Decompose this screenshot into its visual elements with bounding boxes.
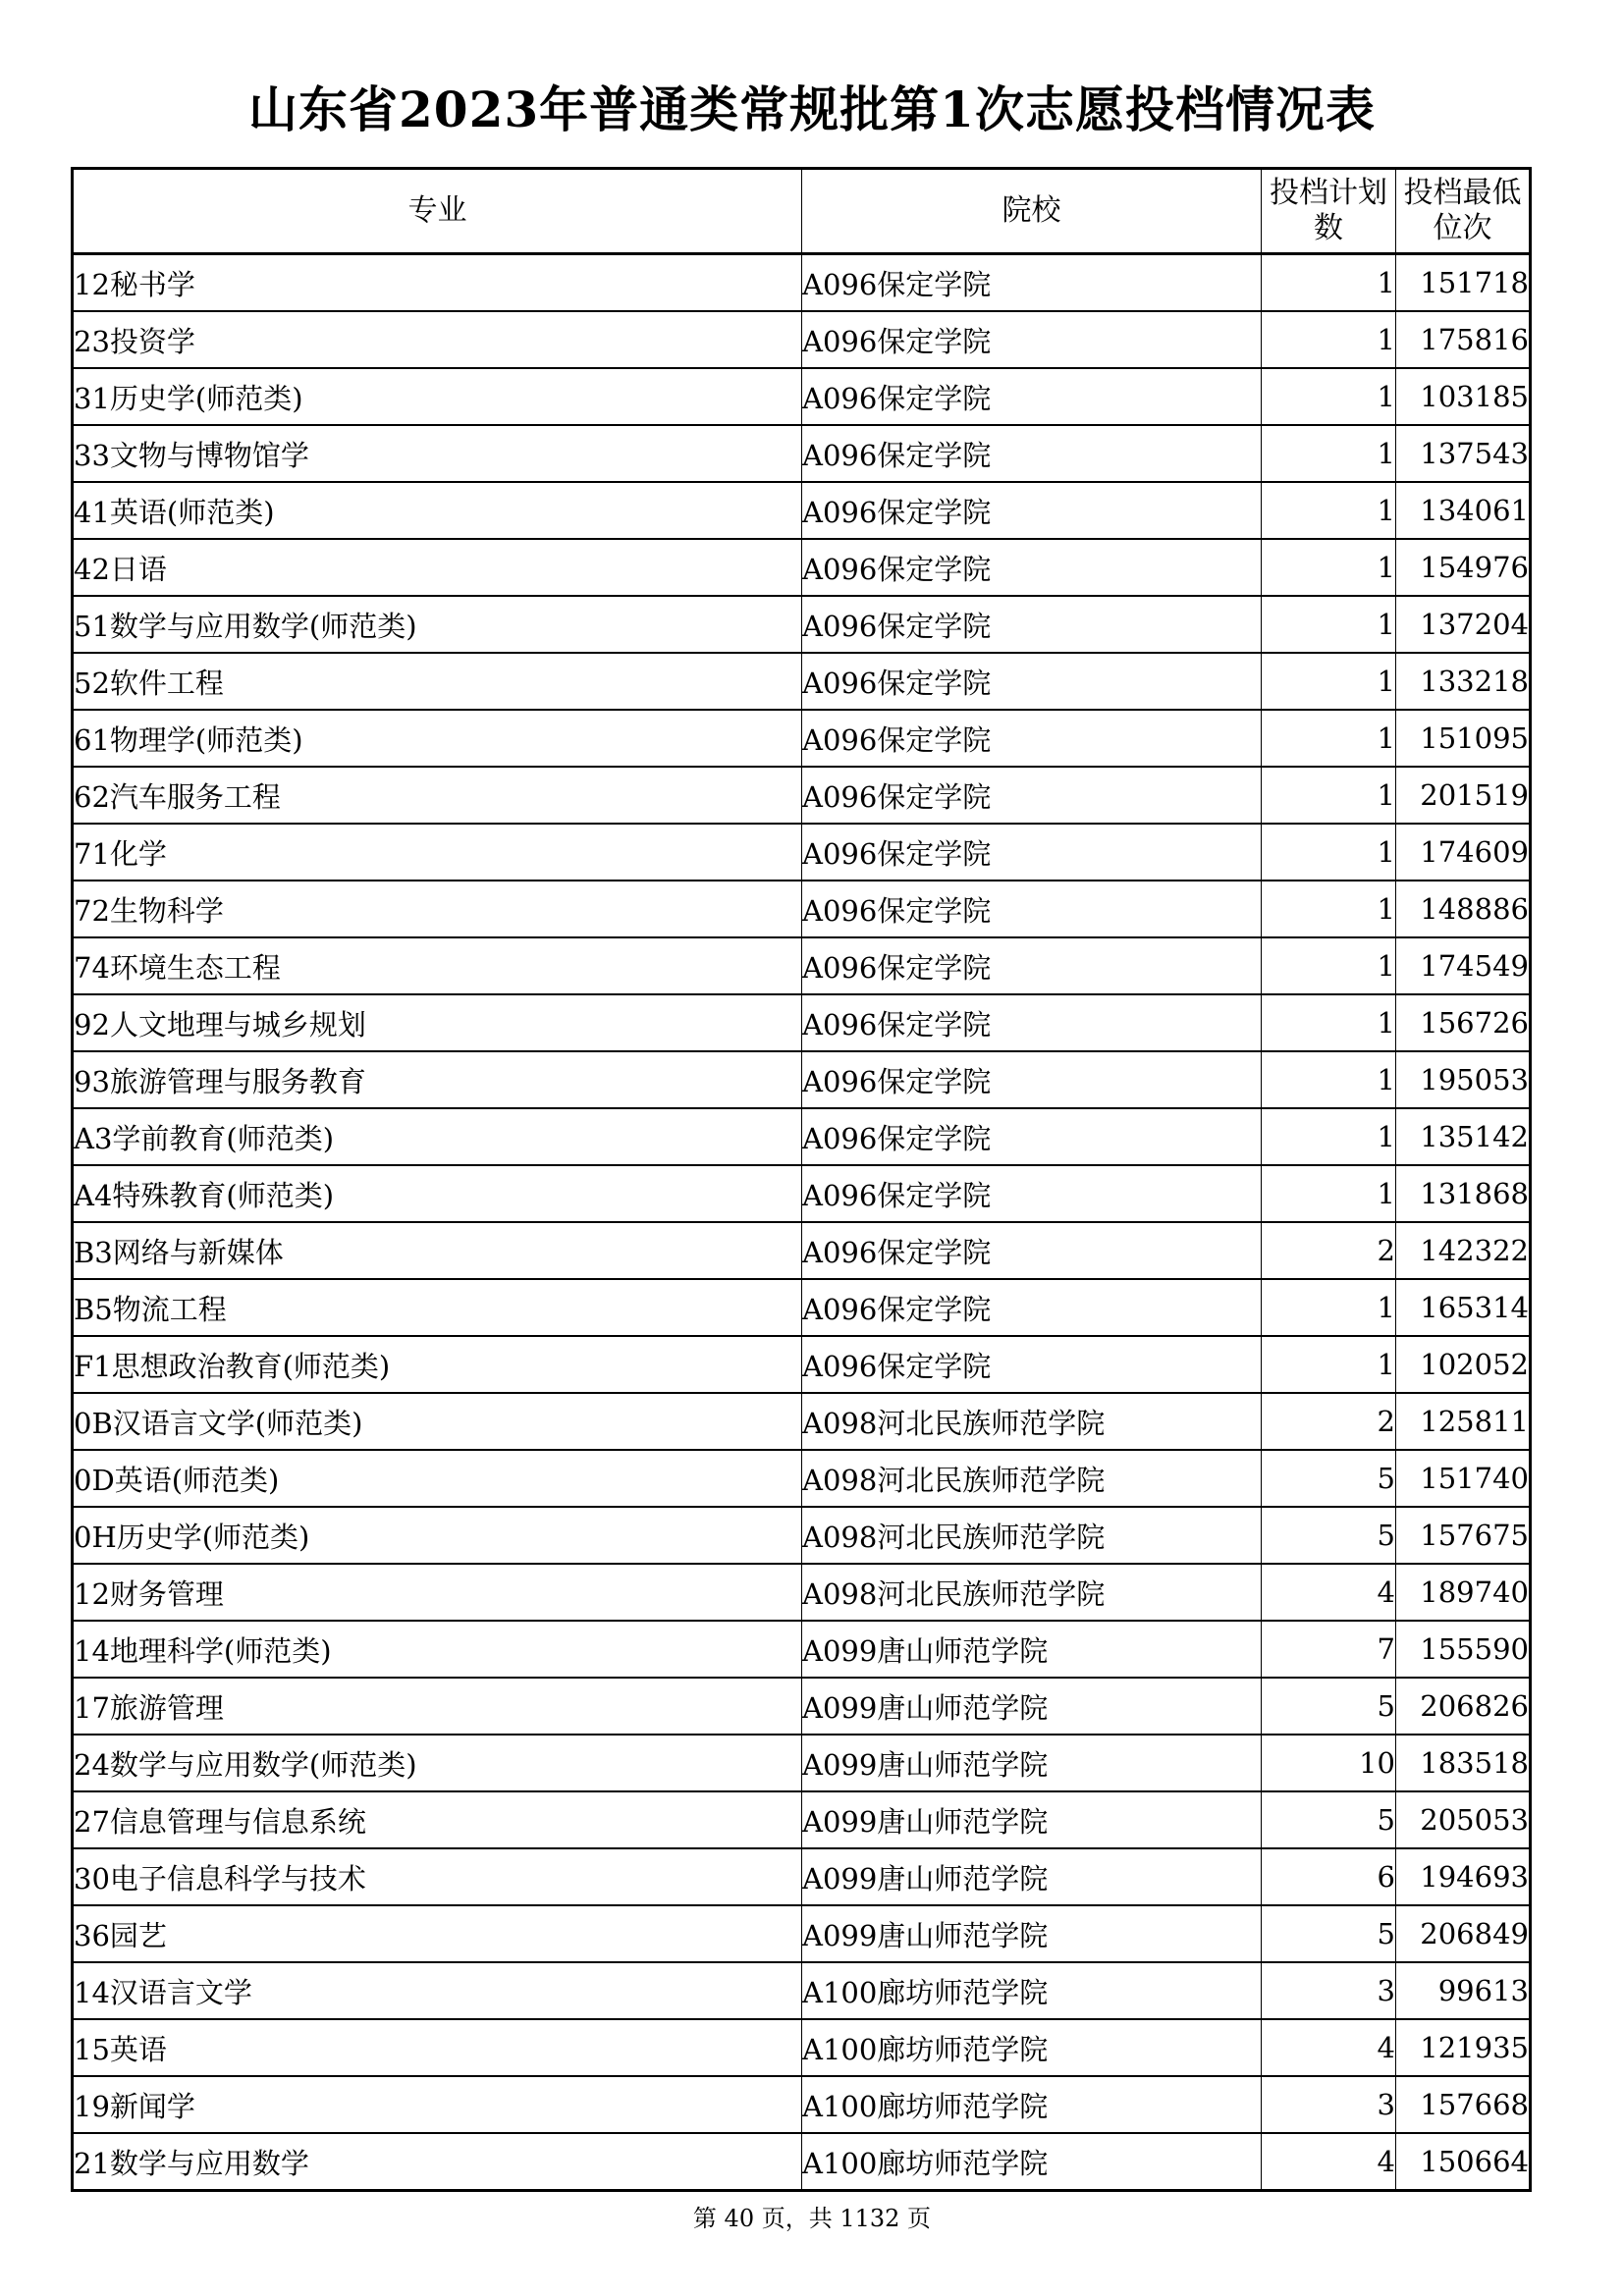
header-plan: 投档计划 数 xyxy=(1262,169,1396,254)
table-row xyxy=(73,1564,1531,1621)
table-row xyxy=(73,1678,1531,1735)
page-footer: 第 40 页，共 1132 页 xyxy=(692,2205,932,2232)
major-cell: F1思想政治教育(师范类) xyxy=(73,1336,802,1393)
table-row xyxy=(73,1165,1531,1222)
rank-cell: 103185 xyxy=(1396,368,1531,425)
major-cell: 0D英语(师范类) xyxy=(73,1450,802,1507)
major-cell: 92人文地理与城乡规划 xyxy=(73,994,802,1051)
rank-cell: 133218 xyxy=(1396,653,1531,710)
table-row xyxy=(73,596,1531,653)
plan-cell: 1 xyxy=(1262,1336,1396,1393)
rank-cell: 151718 xyxy=(1396,254,1531,312)
rank-cell: 137204 xyxy=(1396,596,1531,653)
table-row xyxy=(73,1962,1531,2019)
plan-cell: 2 xyxy=(1262,1222,1396,1279)
school-cell: A096保定学院 xyxy=(802,368,1262,425)
table-row xyxy=(73,994,1531,1051)
table-row xyxy=(73,2019,1531,2076)
school-cell: A099唐山师范学院 xyxy=(802,1791,1262,1848)
school-cell: A096保定学院 xyxy=(802,1108,1262,1165)
rank-cell: 137543 xyxy=(1396,425,1531,482)
major-cell: 52软件工程 xyxy=(73,653,802,710)
major-cell: 17旅游管理 xyxy=(73,1678,802,1735)
school-cell: A100廊坊师范学院 xyxy=(802,2019,1262,2076)
major-cell: 24数学与应用数学(师范类) xyxy=(73,1735,802,1791)
table-body xyxy=(73,254,1531,2191)
major-cell: 0H历史学(师范类) xyxy=(73,1507,802,1564)
school-cell: A099唐山师范学院 xyxy=(802,1735,1262,1791)
rank-cell: 194693 xyxy=(1396,1848,1531,1905)
major-cell: 93旅游管理与服务教育 xyxy=(73,1051,802,1108)
rank-cell: 189740 xyxy=(1396,1564,1531,1621)
major-cell: 74环境生态工程 xyxy=(73,937,802,994)
rank-cell: 99613 xyxy=(1396,1962,1531,2019)
plan-cell: 4 xyxy=(1262,2019,1396,2076)
rank-cell: 150664 xyxy=(1396,2133,1531,2191)
plan-cell: 5 xyxy=(1262,1678,1396,1735)
table-row xyxy=(73,482,1531,539)
school-cell: A096保定学院 xyxy=(802,881,1262,937)
school-cell: A096保定学院 xyxy=(802,1051,1262,1108)
school-cell: A096保定学院 xyxy=(802,596,1262,653)
school-cell: A096保定学院 xyxy=(802,254,1262,312)
major-cell: 14地理科学(师范类) xyxy=(73,1621,802,1678)
rank-cell: 206826 xyxy=(1396,1678,1531,1735)
rank-cell: 102052 xyxy=(1396,1336,1531,1393)
plan-cell: 1 xyxy=(1262,482,1396,539)
plan-cell: 5 xyxy=(1262,1791,1396,1848)
plan-cell: 1 xyxy=(1262,1165,1396,1222)
header-major: 专业 xyxy=(73,169,802,254)
plan-cell: 1 xyxy=(1262,767,1396,824)
school-cell: A096保定学院 xyxy=(802,1165,1262,1222)
header-rank: 投档最低 位次 xyxy=(1396,169,1531,254)
major-cell: 14汉语言文学 xyxy=(73,1962,802,2019)
school-cell: A096保定学院 xyxy=(802,824,1262,881)
table-row xyxy=(73,1905,1531,1962)
table-row xyxy=(73,1108,1531,1165)
school-cell: A096保定学院 xyxy=(802,710,1262,767)
table-row xyxy=(73,539,1531,596)
table-row xyxy=(73,368,1531,425)
rank-cell: 205053 xyxy=(1396,1791,1531,1848)
table-row xyxy=(73,881,1531,937)
major-cell: 71化学 xyxy=(73,824,802,881)
table-row xyxy=(73,2076,1531,2133)
school-cell: A099唐山师范学院 xyxy=(802,1678,1262,1735)
plan-cell: 1 xyxy=(1262,1108,1396,1165)
table-row xyxy=(73,1621,1531,1678)
table-row xyxy=(73,311,1531,368)
plan-cell: 4 xyxy=(1262,1564,1396,1621)
major-cell: 12财务管理 xyxy=(73,1564,802,1621)
plan-cell: 1 xyxy=(1262,1051,1396,1108)
table-row xyxy=(73,425,1531,482)
school-cell: A098河北民族师范学院 xyxy=(802,1507,1262,1564)
plan-cell: 10 xyxy=(1262,1735,1396,1791)
table-row xyxy=(73,1791,1531,1848)
plan-cell: 1 xyxy=(1262,994,1396,1051)
major-cell: 23投资学 xyxy=(73,311,802,368)
table-row xyxy=(73,824,1531,881)
rank-cell: 183518 xyxy=(1396,1735,1531,1791)
major-cell: 36园艺 xyxy=(73,1905,802,1962)
rank-cell: 156726 xyxy=(1396,994,1531,1051)
plan-cell: 1 xyxy=(1262,824,1396,881)
plan-cell: 5 xyxy=(1262,1450,1396,1507)
rank-cell: 175816 xyxy=(1396,311,1531,368)
table-row xyxy=(73,1507,1531,1564)
plan-cell: 6 xyxy=(1262,1848,1396,1905)
major-cell: 19新闻学 xyxy=(73,2076,802,2133)
rank-cell: 154976 xyxy=(1396,539,1531,596)
school-cell: A096保定学院 xyxy=(802,1336,1262,1393)
school-cell: A096保定学院 xyxy=(802,425,1262,482)
rank-cell: 131868 xyxy=(1396,1165,1531,1222)
major-cell: 12秘书学 xyxy=(73,254,802,312)
rank-cell: 201519 xyxy=(1396,767,1531,824)
table-row xyxy=(73,767,1531,824)
rank-cell: 195053 xyxy=(1396,1051,1531,1108)
major-cell: 21数学与应用数学 xyxy=(73,2133,802,2191)
plan-cell: 1 xyxy=(1262,539,1396,596)
school-cell: A098河北民族师范学院 xyxy=(802,1393,1262,1450)
major-cell: 62汽车服务工程 xyxy=(73,767,802,824)
table-row xyxy=(73,254,1531,312)
table-row xyxy=(73,1222,1531,1279)
plan-cell: 1 xyxy=(1262,311,1396,368)
major-cell: A4特殊教育(师范类) xyxy=(73,1165,802,1222)
admission-table xyxy=(71,167,1532,2192)
plan-cell: 5 xyxy=(1262,1905,1396,1962)
page-title: 山东省2023年普通类常规批第1次志愿投档情况表 xyxy=(248,80,1376,138)
major-cell: 41英语(师范类) xyxy=(73,482,802,539)
school-cell: A096保定学院 xyxy=(802,311,1262,368)
rank-cell: 206849 xyxy=(1396,1905,1531,1962)
plan-cell: 3 xyxy=(1262,1962,1396,2019)
header-school: 院校 xyxy=(802,169,1262,254)
school-cell: A096保定学院 xyxy=(802,767,1262,824)
table-row xyxy=(73,1336,1531,1393)
plan-cell: 7 xyxy=(1262,1621,1396,1678)
major-cell: A3学前教育(师范类) xyxy=(73,1108,802,1165)
plan-cell: 1 xyxy=(1262,368,1396,425)
plan-cell: 1 xyxy=(1262,937,1396,994)
rank-cell: 174549 xyxy=(1396,937,1531,994)
table-row xyxy=(73,1051,1531,1108)
rank-cell: 157675 xyxy=(1396,1507,1531,1564)
school-cell: A096保定学院 xyxy=(802,994,1262,1051)
rank-cell: 121935 xyxy=(1396,2019,1531,2076)
table-row xyxy=(73,1848,1531,1905)
rank-cell: 135142 xyxy=(1396,1108,1531,1165)
header-row xyxy=(73,169,1531,254)
school-cell: A098河北民族师范学院 xyxy=(802,1450,1262,1507)
table-row xyxy=(73,937,1531,994)
school-cell: A096保定学院 xyxy=(802,1222,1262,1279)
rank-cell: 134061 xyxy=(1396,482,1531,539)
school-cell: A096保定学院 xyxy=(802,539,1262,596)
plan-cell: 1 xyxy=(1262,710,1396,767)
school-cell: A099唐山师范学院 xyxy=(802,1905,1262,1962)
major-cell: 61物理学(师范类) xyxy=(73,710,802,767)
major-cell: 31历史学(师范类) xyxy=(73,368,802,425)
major-cell: B3网络与新媒体 xyxy=(73,1222,802,1279)
plan-cell: 1 xyxy=(1262,425,1396,482)
major-cell: 42日语 xyxy=(73,539,802,596)
major-cell: 15英语 xyxy=(73,2019,802,2076)
rank-cell: 148886 xyxy=(1396,881,1531,937)
plan-cell: 1 xyxy=(1262,881,1396,937)
school-cell: A100廊坊师范学院 xyxy=(802,2133,1262,2191)
rank-cell: 151095 xyxy=(1396,710,1531,767)
rank-cell: 155590 xyxy=(1396,1621,1531,1678)
school-cell: A096保定学院 xyxy=(802,482,1262,539)
plan-cell: 4 xyxy=(1262,2133,1396,2191)
school-cell: A096保定学院 xyxy=(802,1279,1262,1336)
major-cell: 0B汉语言文学(师范类) xyxy=(73,1393,802,1450)
rank-cell: 151740 xyxy=(1396,1450,1531,1507)
plan-cell: 1 xyxy=(1262,1279,1396,1336)
plan-cell: 5 xyxy=(1262,1507,1396,1564)
school-cell: A100廊坊师范学院 xyxy=(802,2076,1262,2133)
school-cell: A099唐山师范学院 xyxy=(802,1848,1262,1905)
school-cell: A098河北民族师范学院 xyxy=(802,1564,1262,1621)
plan-cell: 3 xyxy=(1262,2076,1396,2133)
plan-cell: 1 xyxy=(1262,254,1396,312)
plan-cell: 1 xyxy=(1262,596,1396,653)
table-row xyxy=(73,1279,1531,1336)
table-row xyxy=(73,1393,1531,1450)
major-cell: 72生物科学 xyxy=(73,881,802,937)
rank-cell: 174609 xyxy=(1396,824,1531,881)
major-cell: 51数学与应用数学(师范类) xyxy=(73,596,802,653)
school-cell: A096保定学院 xyxy=(802,937,1262,994)
rank-cell: 142322 xyxy=(1396,1222,1531,1279)
major-cell: 33文物与博物馆学 xyxy=(73,425,802,482)
table-row xyxy=(73,1450,1531,1507)
table-row xyxy=(73,710,1531,767)
plan-cell: 1 xyxy=(1262,653,1396,710)
school-cell: A099唐山师范学院 xyxy=(802,1621,1262,1678)
table-row xyxy=(73,2133,1531,2191)
major-cell: 30电子信息科学与技术 xyxy=(73,1848,802,1905)
major-cell: B5物流工程 xyxy=(73,1279,802,1336)
plan-cell: 2 xyxy=(1262,1393,1396,1450)
rank-cell: 125811 xyxy=(1396,1393,1531,1450)
major-cell: 27信息管理与信息系统 xyxy=(73,1791,802,1848)
table-row xyxy=(73,1735,1531,1791)
school-cell: A100廊坊师范学院 xyxy=(802,1962,1262,2019)
school-cell: A096保定学院 xyxy=(802,653,1262,710)
rank-cell: 157668 xyxy=(1396,2076,1531,2133)
rank-cell: 165314 xyxy=(1396,1279,1531,1336)
table-row xyxy=(73,653,1531,710)
